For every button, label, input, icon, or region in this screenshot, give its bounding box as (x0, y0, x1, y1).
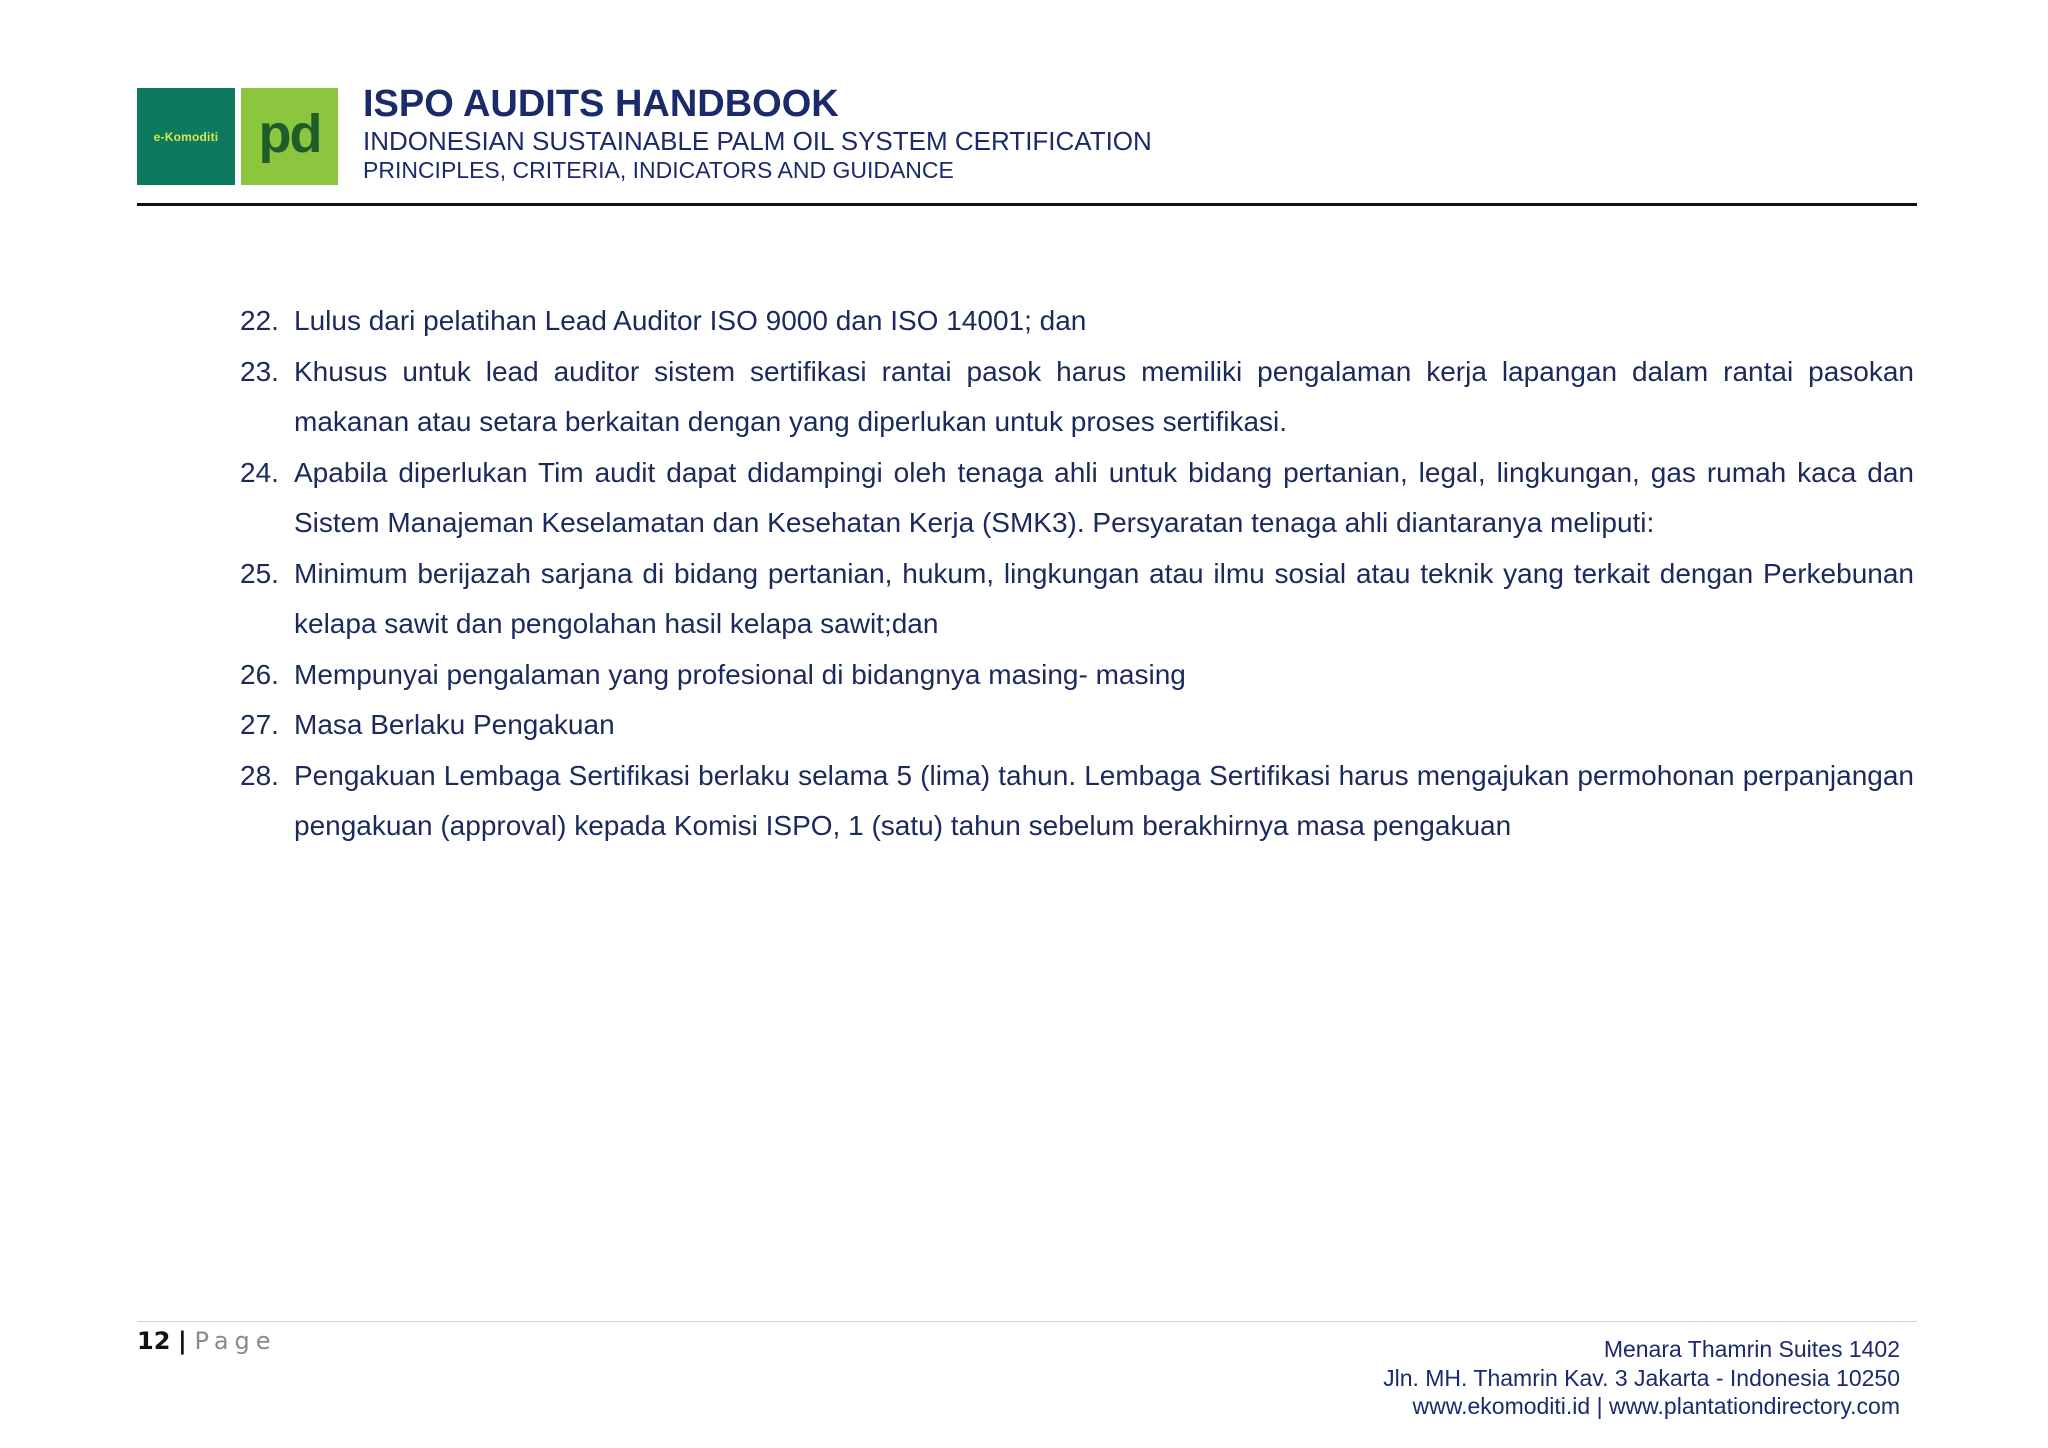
document-subtitle-2: PRINCIPLES, CRITERIA, INDICATORS AND GUIDANCE (363, 157, 954, 183)
list-item (240, 751, 1914, 852)
document-subtitle: INDONESIAN SUSTAINABLE PALM OIL SYSTEM CERTIFICATION (363, 126, 1152, 156)
ekomoditi-logo-text: e-Komoditi (153, 129, 219, 144)
list-item-text: Lulus dari pelatihan Lead Auditor ISO 9000 dan ISO 14001; dan (294, 305, 1087, 336)
page-number-separator: | (178, 1327, 187, 1355)
list-item (240, 549, 1914, 650)
list-item-text: Apabila diperlukan Tim audit dapat didampingi oleh tenaga ahli untuk bidang pertanian, legal, lingkungan, gas rumah kaca dan Sistem Manajeman Keselamatan dan Kesehatan Kerja (SMK3). Persyaratan tenaga ahli diantaranya meliputi: (294, 456, 1914, 538)
address-line-3: www.ekomoditi.id | www.plantationdirectory.com (1412, 1393, 1900, 1419)
list-item-number: 25. (240, 557, 279, 589)
ekomoditi-logo (137, 88, 235, 185)
page-number (137, 1327, 277, 1355)
list-item-text: Pengakuan Lembaga Sertifikasi berlaku selama 5 (lima) tahun. Lembaga Sertifikasi harus mengajukan permohonan perpanjangan pengakuan (approval) kepada Komisi ISPO, 1 (satu) tahun sebelum berakhirnya masa pengakuan (294, 759, 1914, 841)
numbered-list (240, 296, 1914, 852)
address-line-1: Menara Thamrin Suites 1402 (1603, 1336, 1900, 1362)
document-title: ISPO AUDITS HANDBOOK (363, 83, 839, 125)
plantation-directory-logo-text: pd (258, 103, 321, 164)
list-item-number: 27. (240, 709, 279, 740)
list-item (240, 650, 1914, 701)
list-item-number: 24. (240, 456, 279, 488)
header-divider (137, 203, 1917, 206)
page-number-value: 12 (137, 1327, 171, 1355)
list-item-text: Khusus untuk lead auditor sistem sertifikasi rantai pasok harus memiliki pengalaman kerja lapangan dalam rantai pasokan makanan atau setara berkaitan dengan yang diperlukan untuk proses sertifikasi. (294, 355, 1914, 437)
list-item-text: Mempunyai pengalaman yang profesional di bidangnya masing- masing (294, 658, 1186, 690)
address-line-2: Jln. MH. Thamrin Kav. 3 Jakarta - Indonesia 10250 (1383, 1364, 1900, 1391)
list-item-number: 22. (240, 305, 279, 336)
list-item-number: 23. (240, 355, 279, 387)
list-item-number: 28. (240, 759, 279, 791)
list-item (240, 347, 1914, 448)
footer-address (1383, 1335, 1900, 1421)
list-item (240, 448, 1914, 549)
list-item (240, 700, 1914, 751)
footer-divider (137, 1321, 1917, 1322)
header-title-block (363, 82, 1152, 184)
page-label: Page (194, 1327, 277, 1355)
list-item-text: Minimum berijazah sarjana di bidang pertanian, hukum, lingkungan atau ilmu sosial atau teknik yang terkait dengan Perkebunan kelapa sawit dan pengolahan hasil kelapa sawit;dan (294, 557, 1914, 639)
list-item-number: 26. (240, 658, 279, 690)
list-item-text: Masa Berlaku Pengakuan (294, 709, 615, 740)
plantation-directory-logo (241, 88, 338, 185)
list-item (240, 296, 1914, 347)
page-header (137, 83, 1917, 206)
